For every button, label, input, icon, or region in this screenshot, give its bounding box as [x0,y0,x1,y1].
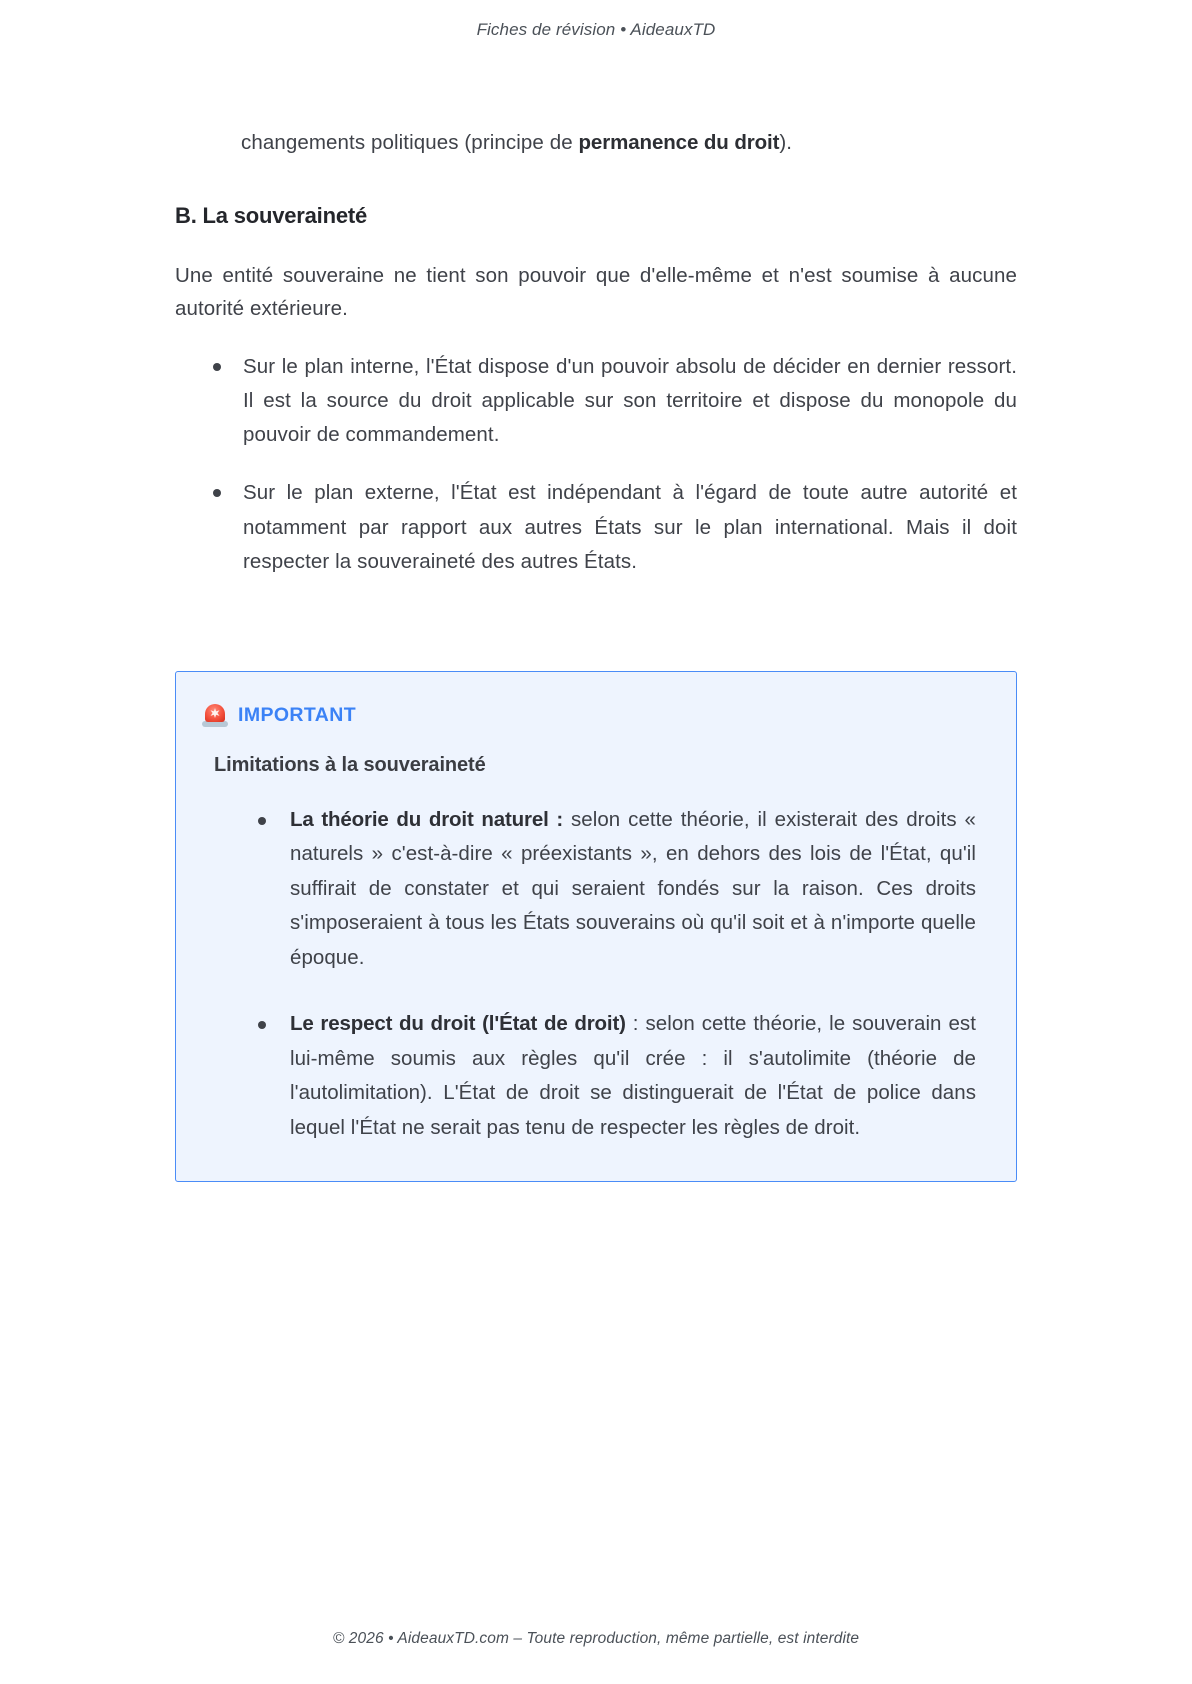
list-item [175,350,1017,453]
list-item [202,1007,982,1145]
callout-label: IMPORTANT [238,703,357,726]
bullet-dot-icon [258,817,266,825]
continued-paragraph-text-before: changements politiques (principe de [241,131,579,154]
siren-icon [202,702,228,728]
important-callout [175,671,1017,1182]
running-header: Fiches de révision • AideauxTD [476,20,716,39]
document-content [175,40,1017,1630]
callout-bullet-list [202,803,982,1145]
bullet-dot-icon [213,489,221,497]
running-footer: © 2026 • AideauxTD.com – Toute reproduction, même partielle, est interdite [332,1630,860,1647]
section-heading: B. La souveraineté [175,203,368,229]
continued-paragraph-text-after: ). [779,131,793,154]
list-item-text: : selon cette théorie, le souverain est lui-même soumis aux règles qu'il crée : il s'autolimite (théorie de l'autolimitation). L'État de droit se distinguerait de l'État de police dans lequel l'État ne serait pas tenu de respecter les règles de droit. [290,1012,976,1139]
continued-paragraph [241,126,1017,159]
list-item-lead-term: Le respect du droit (l'État de droit) [290,1012,626,1036]
callout-label-row [202,702,982,728]
list-item-text: selon cette théorie, il existerait des droits « naturels » c'est-à-dire « préexistants », en dehors des lois de l'État, qu'il suffirait de constater et qui seraient fondés sur la raison. Ces droits s'imposeraient à tous les États souverains où qu'il soit et à n'importe quelle époque. [290,808,976,969]
list-item [202,803,982,975]
continued-paragraph-bold-term: permanence du droit [578,131,780,154]
list-item-text: Sur le plan externe, l'État est indépendant à l'égard de toute autre autorité et notamment par rapport aux autres États sur le plan international. Mais il doit respecter la souveraineté des autres États. [243,481,1017,573]
callout-title: Limitations à la souveraineté [214,754,486,777]
intro-paragraph: Une entité souveraine ne tient son pouvoir que d'elle-même et n'est soumise à aucune autorité extérieure. [175,264,1017,321]
list-item-lead-term: La théorie du droit naturel : [290,808,564,832]
bullet-dot-icon [213,363,221,371]
list-item [175,476,1017,579]
list-item-text: Sur le plan interne, l'État dispose d'un pouvoir absolu de décider en dernier ressort. Il est la source du droit applicable sur son territoire et dispose du monopole du pouvoir de commandement. [243,354,1017,447]
bullet-dot-icon [258,1021,266,1029]
souverainete-bullet-list [175,350,1017,579]
